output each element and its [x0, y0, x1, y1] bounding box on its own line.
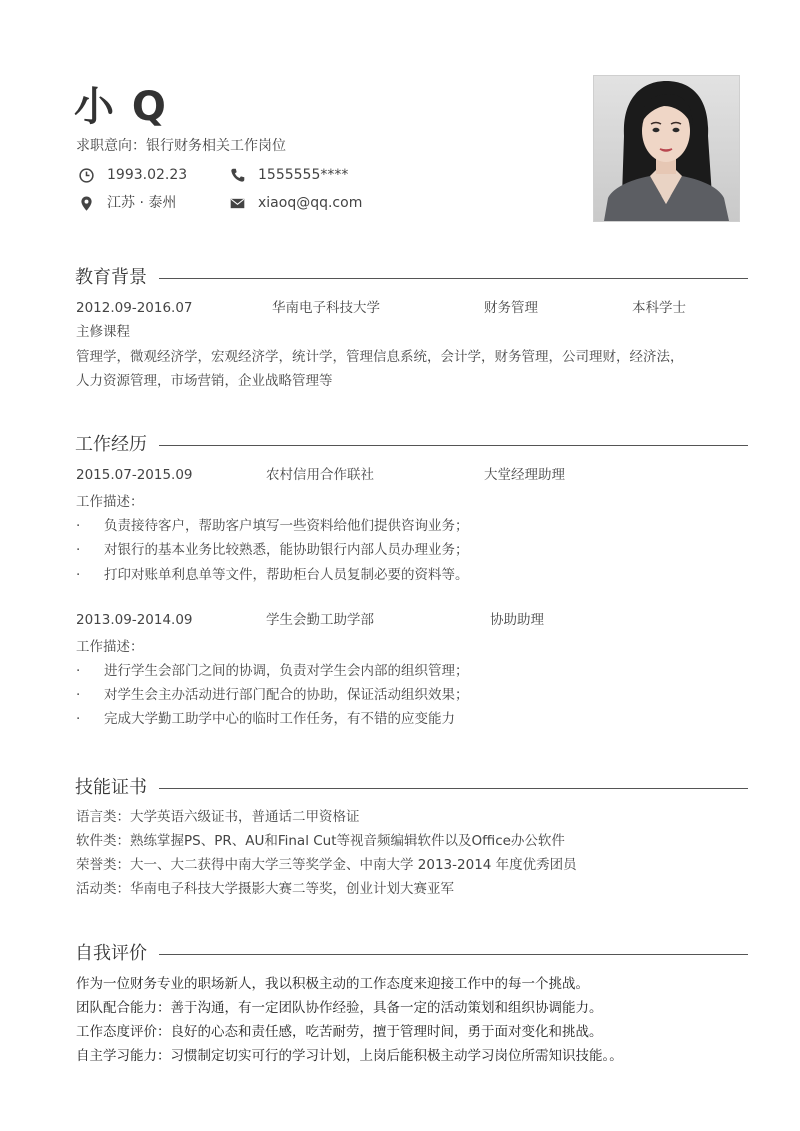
email-info — [229, 193, 362, 213]
edu-major: 财务管理 — [484, 300, 538, 316]
edu-school: 华南电子科技大学 — [272, 300, 380, 316]
self-eval-item: 作为一位财务专业的职场新人，我以积极主动的工作态度来迎接工作中的每一个挑战。 — [76, 976, 589, 992]
self-eval-item: 团队配合能力：善于沟通，有一定团队协作经验，具备一定的活动策划和组织协调能力。 — [76, 1000, 603, 1016]
location-info — [78, 193, 176, 213]
bullet-mark: · — [76, 711, 81, 727]
birth-info — [78, 165, 187, 185]
job-desc-label: 工作描述： — [76, 494, 144, 510]
bullet-text: 进行学生会部门之间的协调，负责对学生会内部的组织管理； — [104, 663, 469, 679]
edu-courses-line1: 管理学，微观经济学，宏观经济学，统计学，管理信息系统，会计学，财务管理，公司理财，经济法， — [76, 349, 684, 365]
self-eval-item: 工作态度评价：良好的心态和责任感，吃苦耐劳，擅于管理时间，勇于面对变化和挑战。 — [76, 1024, 603, 1040]
section-skills — [75, 775, 748, 801]
job-bullet — [76, 661, 469, 681]
section-title-skills: 技能证书 — [75, 777, 147, 798]
job-bullet — [76, 516, 469, 536]
envelope-icon — [229, 195, 246, 212]
job-bullet — [76, 709, 455, 729]
job-bullet — [76, 565, 469, 585]
phone-info — [229, 165, 348, 185]
section-title-work: 工作经历 — [75, 434, 147, 455]
job-bullet — [76, 685, 469, 705]
job-role: 大堂经理助理 — [484, 467, 565, 483]
job-period: 2015.07-2015.09 — [76, 467, 193, 483]
candidate-name: 小 Q — [74, 84, 168, 130]
bullet-mark: · — [76, 542, 81, 558]
skill-item: 荣誉类：大一、大二获得中南大学三等奖学金、中南大学 2013-2014 年度优秀团员 — [76, 857, 577, 873]
profile-photo — [593, 75, 740, 222]
section-education — [75, 265, 748, 291]
bullet-mark: · — [76, 518, 81, 534]
phone-number: 1555555**** — [258, 167, 349, 183]
job-role: 协助助理 — [490, 612, 544, 628]
skill-item: 软件类：熟练掌握PS、PR、AU和Final Cut等视音频编辑软件以及Office办公软件 — [76, 833, 565, 849]
edu-degree: 本科学士 — [632, 300, 686, 316]
bullet-mark: · — [76, 687, 81, 703]
location: 江苏 · 泰州 — [107, 195, 177, 211]
bullet-text: 对银行的基本业务比较熟悉，能协助银行内部人员办理业务； — [104, 542, 469, 558]
section-title-education: 教育背景 — [75, 267, 147, 288]
edu-courses-label: 主修课程 — [76, 324, 130, 340]
edu-period: 2012.09-2016.07 — [76, 300, 193, 316]
bullet-mark: · — [76, 567, 81, 583]
job-period: 2013.09-2014.09 — [76, 612, 193, 628]
section-divider — [159, 954, 748, 955]
job-org: 农村信用合作联社 — [266, 467, 374, 483]
job-bullet — [76, 540, 469, 560]
birth-date: 1993.02.23 — [107, 167, 188, 183]
edu-courses-line2: 人力资源管理，市场营销，企业战略管理等 — [76, 373, 333, 389]
bullet-text: 对学生会主办活动进行部门配合的协助，保证活动组织效果； — [104, 687, 469, 703]
bullet-mark: · — [76, 663, 81, 679]
phone-icon — [229, 167, 246, 184]
clock-icon — [78, 167, 95, 184]
section-divider — [159, 278, 748, 279]
email-address: xiaoq@qq.com — [258, 195, 363, 211]
job-org: 学生会勤工助学部 — [266, 612, 374, 628]
section-work — [75, 432, 748, 458]
bullet-text: 完成大学勤工助学中心的临时工作任务，有不错的应变能力 — [104, 711, 455, 727]
bullet-text: 打印对账单利息单等文件，帮助柜台人员复制必要的资料等。 — [104, 567, 469, 583]
section-title-self: 自我评价 — [75, 943, 147, 964]
section-divider — [159, 445, 748, 446]
job-intent: 求职意向：银行财务相关工作岗位 — [76, 138, 286, 154]
skill-item: 活动类：华南电子科技大学摄影大赛二等奖，创业计划大赛亚军 — [76, 881, 454, 897]
bullet-text: 负责接待客户，帮助客户填写一些资料给他们提供咨询业务； — [104, 518, 469, 534]
portrait-image — [594, 76, 739, 221]
location-pin-icon — [78, 195, 95, 212]
self-eval-item: 自主学习能力：习惯制定切实可行的学习计划，上岗后能积极主动学习岗位所需知识技能。。 — [76, 1048, 623, 1064]
section-divider — [159, 788, 748, 789]
skill-item: 语言类：大学英语六级证书，普通话二甲资格证 — [76, 809, 360, 825]
section-self-evaluation — [75, 941, 748, 967]
job-desc-label: 工作描述： — [76, 639, 144, 655]
